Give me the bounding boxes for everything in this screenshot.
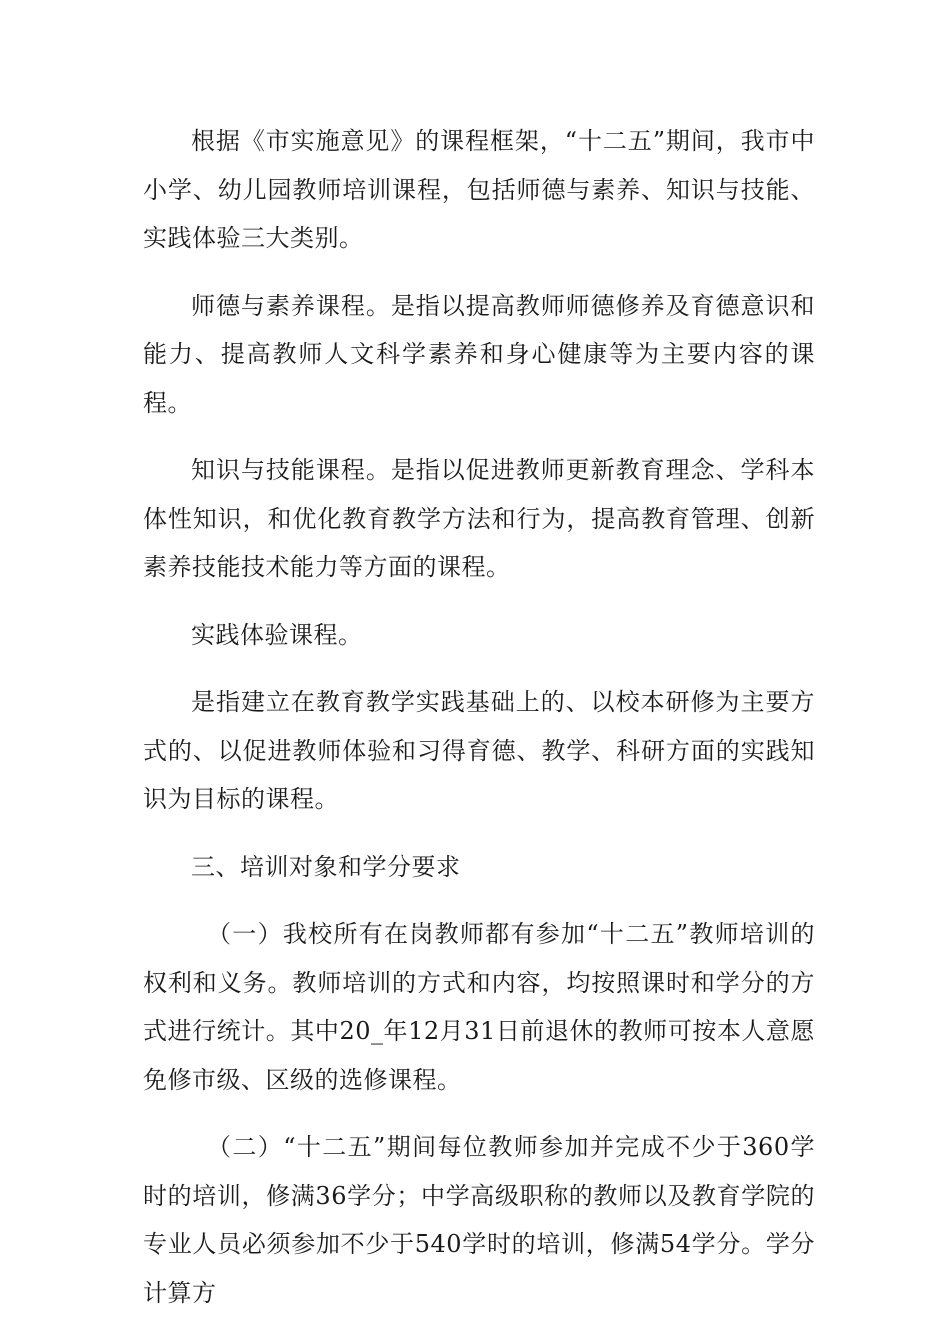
section-heading-training-targets: 三、培训对象和学分要求 bbox=[191, 852, 461, 881]
paragraph-item-one: （一）我校所有在岗教师都有参加“十二五”教师培训的权利和义务。教师培训的方式和内容，均按照课时和学分的方式进行统计。其中20_年12月31日前退休的教师可按本人意愿免修市级、区级的选修课程。 bbox=[143, 920, 815, 1094]
paragraph-ethics-course: 师德与素养课程。是指以提高教师师德修养及育德意识和能力、提高教师人文科学素养和身心健康等为主要内容的课程。 bbox=[143, 291, 815, 417]
paragraph-practice-course-desc: 是指建立在教育教学实践基础上的、以校本研修为主要方式的、以促进教师体验和习得育德、教学、科研方面的实践知识为目标的课程。 bbox=[143, 688, 815, 813]
paragraph-practice-course-title: 实践体验课程。 bbox=[191, 620, 363, 649]
paragraph-knowledge-course: 知识与技能课程。是指以促进教师更新教育理念、学科本体性知识，和优化教育教学方法和行为，提高教育管理、创新素养技能技术能力等方面的课程。 bbox=[143, 456, 815, 581]
paragraph-course-framework: 根据《市实施意见》的课程框架，“十二五”期间，我市中小学、幼儿园教师培训课程，包括师德与素养、知识与技能、实践体验三大类别。 bbox=[143, 127, 815, 252]
paragraph-item-two: （二）“十二五”期间每位教师参加并完成不少于360学时的培训，修满36学分；中学高级职称的教师以及教育学院的专业人员必须参加不少于540学时的培训，修满54学分。学分计算方 bbox=[143, 1133, 815, 1307]
document-page bbox=[143, 117, 815, 1336]
